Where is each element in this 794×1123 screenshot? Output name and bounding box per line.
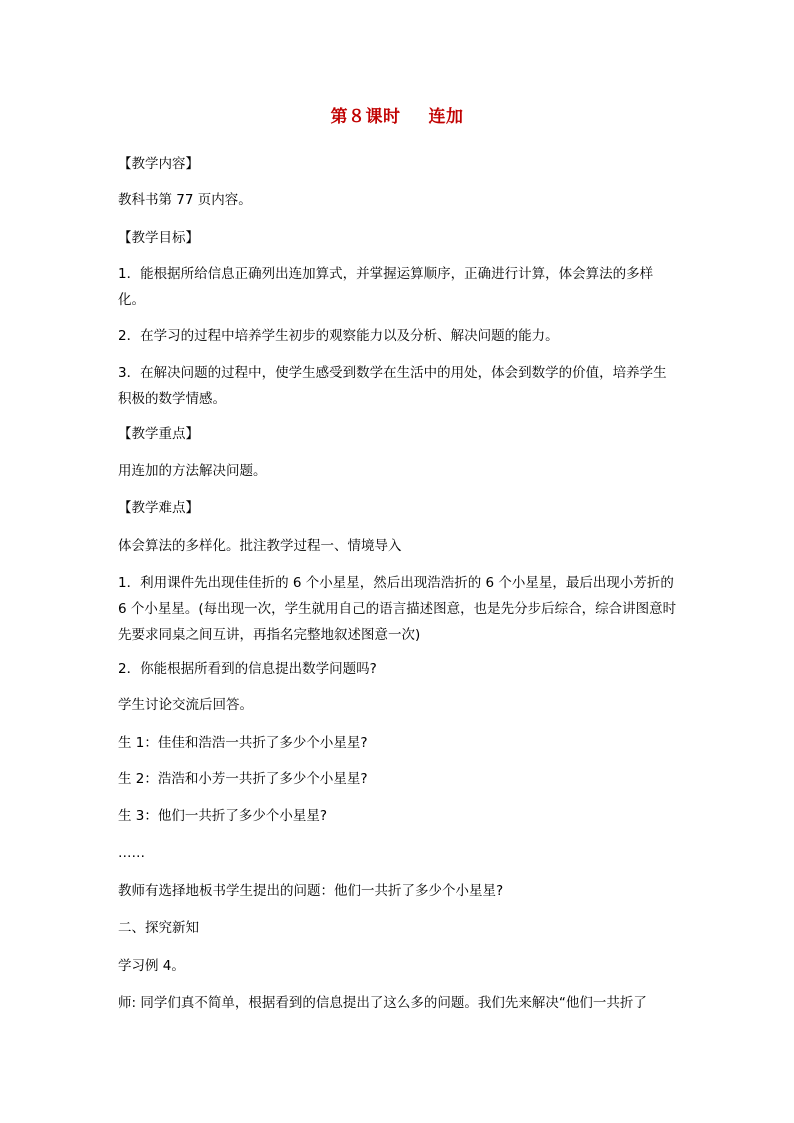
paragraph-objective-2: 2．在学习的过程中培养学生初步的观察能力以及分析、解决问题的能力。: [118, 328, 559, 344]
paragraph-student-2: 生 2：浩浩和小芳一共折了多少个小星星?: [118, 771, 368, 787]
paragraph-intro-1: 1．利用课件先出现佳佳折的 6 个小星星，然后出现浩浩折的 6 个小星星，最后出现小芳折的 6 个小星星。(每出现一次，学生就用自己的语言描述图意，也是先分步后综合，综合讲图意时先要求同桌之间互讲，再指名完整地叙述图意一次): [118, 575, 677, 643]
page-title: [0, 104, 794, 130]
section-heading-key-points: 【教学重点】: [118, 426, 199, 442]
paragraph-content: 教科书第 77 页内容。: [118, 192, 252, 208]
paragraph-difficulties: 体会算法的多样化。批注教学过程一、情境导入: [118, 538, 402, 554]
paragraph-ellipsis: ……: [118, 845, 145, 861]
paragraph-teacher-speech: 师: 同学们真不简单，根据看到的信息提出了这么多的问题。我们先来解决“他们一共折了: [118, 995, 647, 1011]
paragraph-discussion: 学生讨论交流后回答。: [118, 697, 253, 713]
title-lesson-number: 第８课时: [330, 107, 401, 127]
section-heading-objectives: 【教学目标】: [118, 230, 199, 246]
paragraph-student-1: 生 1：佳佳和浩浩一共折了多少个小星星?: [118, 735, 368, 751]
paragraph-teacher-board: 教师有选择地板书学生提出的问题：他们一共折了多少个小星星?: [118, 883, 504, 899]
section-heading-explore: 二、探究新知: [118, 920, 199, 936]
section-heading-content: 【教学内容】: [118, 156, 199, 172]
paragraph-example: 学习例 4。: [118, 958, 185, 974]
paragraph-student-3: 生 3：他们一共折了多少个小星星?: [118, 808, 328, 824]
section-heading-difficulties: 【教学难点】: [118, 500, 199, 516]
paragraph-objective-1: 1．能根据所给信息正确列出连加算式，并掌握运算顺序，正确进行计算，体会算法的多样化。: [118, 266, 654, 308]
paragraph-intro-2: 2．你能根据所看到的信息提出数学问题吗?: [118, 661, 377, 677]
paragraph-objective-3: 3．在解决问题的过程中，使学生感受到数学在生活中的用处，体会到数学的价值，培养学生积极的数学情感。: [118, 365, 667, 407]
title-topic: 连加: [428, 107, 464, 127]
paragraph-key-points: 用连加的方法解决问题。: [118, 463, 267, 479]
